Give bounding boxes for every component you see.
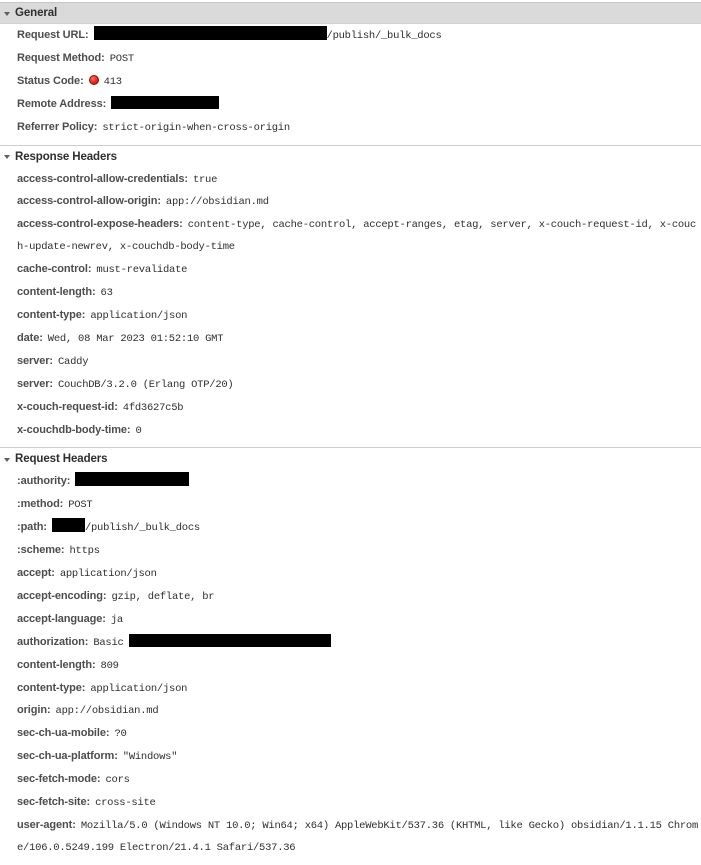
header-value: https	[69, 545, 100, 558]
header-name: sec-ch-ua-platform:	[17, 750, 118, 763]
header-value: must-revalidate	[96, 264, 188, 277]
header-name: accept-language:	[17, 612, 106, 625]
header-name: content-length:	[17, 658, 96, 671]
header-name: Status Code:	[17, 74, 84, 87]
redacted-value	[94, 26, 327, 40]
header-row	[0, 564, 701, 587]
section-title: Response Headers	[15, 150, 117, 163]
header-row	[0, 679, 701, 702]
header-value: application/json	[90, 682, 188, 695]
header-row	[0, 747, 701, 770]
section-header-general[interactable]	[0, 2, 701, 24]
header-name: content-length:	[17, 286, 96, 299]
header-row	[0, 72, 701, 95]
header-row	[0, 95, 701, 118]
header-row	[0, 215, 701, 260]
header-name: access-control-allow-origin:	[17, 195, 161, 208]
header-value: 4fd3627c5b	[122, 401, 184, 414]
header-name: sec-fetch-mode:	[17, 773, 101, 786]
header-row	[0, 541, 701, 564]
header-value: true	[192, 173, 218, 186]
header-row	[0, 192, 701, 215]
header-value: 809	[100, 659, 119, 672]
header-row	[0, 770, 701, 793]
header-name: access-control-allow-credentials:	[17, 172, 188, 185]
header-row	[0, 329, 701, 352]
header-name: Request Method:	[17, 51, 105, 64]
header-value: application/json	[59, 568, 157, 581]
triangle-down-icon	[4, 458, 10, 462]
header-name: Remote Address:	[17, 97, 107, 110]
header-row	[0, 724, 701, 747]
header-row	[0, 49, 701, 72]
header-name: Request URL:	[17, 29, 89, 41]
header-name: :path:	[17, 521, 47, 534]
header-name: accept-encoding:	[17, 589, 107, 602]
header-value: Basic	[93, 636, 124, 649]
header-row	[0, 472, 701, 495]
header-name: :authority:	[17, 475, 71, 488]
header-value: ja	[110, 613, 123, 626]
redacted-value	[129, 634, 331, 647]
header-row	[0, 633, 701, 656]
header-row	[0, 398, 701, 421]
header-value: Mozilla/5.0 (Windows NT 10.0; Win64; x64) AppleWebKit/537.36 (KHTML, like Gecko) obsidian/1.1.15 Chrome/106.0.5249.199 Electron/21.4.1 Safari/537.36	[17, 820, 699, 854]
header-value: POST	[109, 52, 134, 65]
header-name: content-type:	[17, 308, 86, 321]
section-header-request-headers[interactable]	[0, 448, 701, 470]
header-name: origin:	[17, 704, 51, 717]
header-value: 63	[100, 287, 113, 300]
header-row	[0, 118, 701, 141]
header-value: app://obsidian.md	[165, 196, 269, 209]
header-value: strict-origin-when-cross-origin	[102, 121, 290, 134]
section-title: Request Headers	[15, 453, 108, 466]
header-name: content-type:	[17, 681, 86, 694]
header-row	[0, 816, 701, 861]
header-name: server:	[17, 377, 53, 390]
header-value: ?0	[114, 728, 127, 741]
header-name: x-couch-request-id:	[17, 400, 118, 413]
header-value: Caddy	[58, 355, 89, 368]
header-row	[0, 260, 701, 283]
header-name: x-couchdb-body-time:	[17, 423, 131, 436]
header-value: app://obsidian.md	[55, 705, 159, 718]
header-value: CouchDB/3.2.0 (Erlang OTP/20)	[58, 378, 234, 391]
header-value: content-type, cache-control, accept-ranges, etag, server, x-couch-request-id, x-couch-update-newrev, x-couchdb-body-time	[17, 219, 697, 254]
triangle-down-icon	[4, 12, 10, 16]
redacted-value	[52, 518, 85, 532]
header-row	[0, 283, 701, 306]
redacted-value	[75, 472, 189, 486]
section-title: General	[15, 7, 58, 19]
header-row	[0, 26, 701, 49]
header-value: 0	[135, 424, 142, 437]
header-row	[0, 306, 701, 329]
header-row	[0, 518, 701, 541]
header-rows-response-headers	[0, 168, 701, 448]
triangle-down-icon	[4, 155, 10, 159]
network-headers-panel	[0, 2, 701, 854]
header-name: access-control-expose-headers:	[17, 218, 183, 231]
header-name: sec-ch-ua-mobile:	[17, 727, 110, 740]
header-name: cache-control:	[17, 263, 92, 276]
header-name: :method:	[17, 498, 64, 511]
header-value: 413	[103, 75, 122, 88]
header-row	[0, 701, 701, 724]
header-value: application/json	[90, 309, 188, 322]
header-rows-request-headers	[0, 470, 701, 864]
header-row	[0, 656, 701, 679]
header-row	[0, 793, 701, 816]
header-row	[0, 587, 701, 610]
header-row	[0, 495, 701, 518]
header-name: accept:	[17, 567, 55, 580]
header-value: /publish/_bulk_docs	[326, 30, 442, 42]
header-rows-general	[0, 24, 701, 145]
header-row	[0, 610, 701, 633]
header-value: /publish/_bulk_docs	[84, 522, 200, 535]
header-value: POST	[68, 499, 93, 512]
header-value: Wed, 08 Mar 2023 01:52:10 GMT	[47, 332, 224, 345]
header-name: sec-fetch-site:	[17, 796, 91, 809]
header-row	[0, 421, 701, 444]
header-value: gzip, deflate, br	[111, 590, 215, 603]
header-name: user-agent:	[17, 819, 76, 831]
header-name: :scheme:	[17, 544, 65, 557]
header-row	[0, 170, 701, 193]
section-header-response-headers[interactable]	[0, 146, 701, 168]
header-name: server:	[17, 354, 53, 367]
header-row	[0, 375, 701, 398]
header-value: cors	[105, 774, 130, 787]
header-row	[0, 352, 701, 375]
header-value: cross-site	[95, 797, 156, 810]
status-error-dot-icon	[89, 75, 99, 85]
redacted-value	[111, 96, 219, 109]
header-name: Referrer Policy:	[17, 120, 98, 133]
header-value: "Windows"	[122, 751, 178, 764]
header-name: date:	[17, 331, 43, 344]
headers-sections	[0, 2, 701, 865]
header-name: authorization:	[17, 635, 89, 648]
